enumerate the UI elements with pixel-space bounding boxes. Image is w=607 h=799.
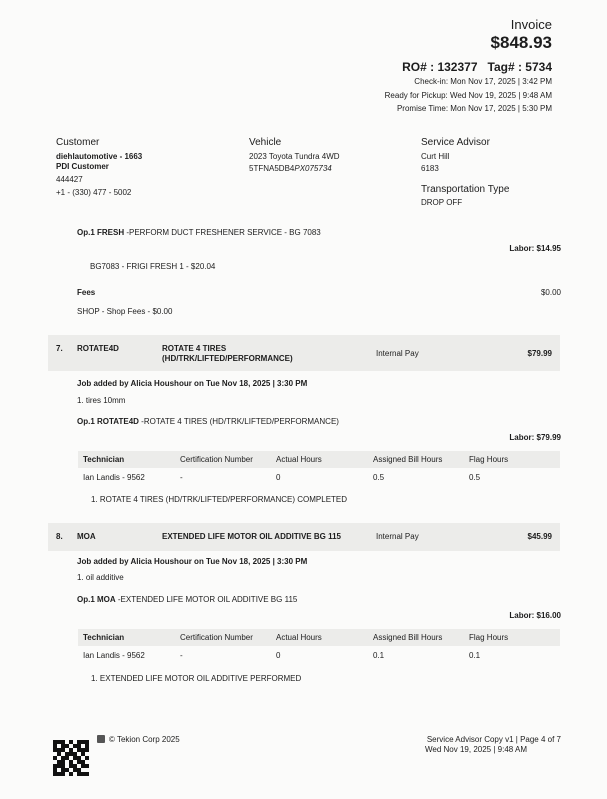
job-7-completion: 1. ROTATE 4 TIRES (HD/TRK/LIFTED/PERFORMANCE) COMPLETED [91,495,348,504]
ro-number: RO# : 132377 [402,60,478,74]
promise-time: Promise Time: Mon Nov 17, 2025 | 5:30 PM [396,104,552,113]
job-8-amount: $45.99 [527,532,552,541]
job-7-title-line1: ROTATE 4 TIRES [162,344,227,353]
job-7-flag-hours: 0.5 [469,473,481,482]
prev-op-desc: -PERFORM DUCT FRESHENER SERVICE - BG 7083 [124,228,321,237]
job-7-number: 7. [56,344,63,353]
job-7-title-line2: (HD/TRK/LIFTED/PERFORMANCE) [162,354,293,363]
job-8-code: MOA [77,532,96,541]
job-8-completion: 1. EXTENDED LIFE MOTOR OIL ADDITIVE PERFORMED [91,674,302,683]
prev-part-line: BG7083 - FRIGI FRESH 1 - $20.04 [90,262,216,271]
customer-name: diehlautomotive - 1663 [56,152,143,161]
customer-type: PDI Customer [56,162,109,171]
job-8-labor: Labor: $16.00 [509,611,561,620]
job-8-number: 8. [56,532,63,541]
job-8-col-assigned-hours: Assigned Bill Hours [373,633,443,642]
invoice-total: $848.93 [490,33,552,52]
job-7-col-technician: Technician [83,455,125,464]
job-8-pay-type: Internal Pay [376,532,419,541]
qr-code-icon [53,740,89,776]
job-7-added-by: Job added by Alicia Houshour on Tue Nov 18, 2025 | 3:30 PM [77,379,308,388]
job-8-col-flag-hours: Flag Hours [469,633,509,642]
prev-op-line [77,228,321,237]
ro-tag-line [300,60,552,74]
prev-op-code: Op.1 FRESH [77,228,125,237]
vin-prefix: 5TFNA5DB4 [249,164,295,173]
fee-line: SHOP - Shop Fees - $0.00 [77,307,173,316]
job-8-col-actual-hours: Actual Hours [276,633,322,642]
fees-label: Fees [77,288,96,297]
customer-heading: Customer [56,137,100,148]
job-7-tech-cert: - [180,473,183,482]
check-in-time: Check-in: Mon Nov 17, 2025 | 3:42 PM [414,77,552,86]
job-8-tech-name: Ian Landis - 9562 [83,651,145,660]
job-7-col-flag-hours: Flag Hours [469,455,509,464]
prev-labor: Labor: $14.95 [509,244,561,253]
vehicle-vin [249,164,332,173]
job-8-concern: 1. oil additive [77,573,124,582]
job-8-added-by: Job added by Alicia Houshour on Tue Nov 18, 2025 | 3:30 PM [77,557,308,566]
job-7-col-assigned-hours: Assigned Bill Hours [373,455,443,464]
footer-copyright: © Tekion Corp 2025 [109,735,180,744]
job-7-col-actual-hours: Actual Hours [276,455,322,464]
footer-printed-date: Wed Nov 19, 2025 | 9:48 AM [425,745,527,754]
job-8-title: EXTENDED LIFE MOTOR OIL ADDITIVE BG 115 [162,532,341,541]
job-7-amount: $79.99 [527,349,552,358]
job-7-pay-type: Internal Pay [376,349,419,358]
customer-number: 444427 [56,175,83,184]
job-7-op-line [77,417,339,426]
job-7-assigned-hours: 0.5 [373,473,385,482]
transportation-heading: Transportation Type [421,184,510,195]
job-8-op-desc: -EXTENDED LIFE MOTOR OIL ADDITIVE BG 115 [115,595,298,604]
customer-phone: +1 - (330) 477 - 5002 [56,188,132,197]
ready-for-pickup-time: Ready for Pickup: Wed Nov 19, 2025 | 9:48 AM [384,91,552,100]
job-7-tech-name: Ian Landis - 9562 [83,473,145,482]
job-7-op-desc: -ROTATE 4 TIRES (HD/TRK/LIFTED/PERFORMANCE) [138,417,339,426]
invoice-label: Invoice [510,17,552,32]
job-7-labor: Labor: $79.99 [509,433,561,442]
job-7-code: ROTATE4D [77,344,119,353]
job-8-tech-cert: - [180,651,183,660]
job-8-assigned-hours: 0.1 [373,651,385,660]
job-7-actual-hours: 0 [276,473,281,482]
job-7-op-code: Op.1 ROTATE4D [77,417,139,426]
service-advisor-heading: Service Advisor [421,137,490,148]
vehicle-heading: Vehicle [249,137,282,148]
job-8-flag-hours: 0.1 [469,651,481,660]
tekion-logo-icon [97,735,105,743]
job-7-col-certification: Certification Number [180,455,253,464]
vin-suffix: PX075734 [294,164,332,173]
transportation-value: DROP OFF [421,198,463,207]
tag-number: Tag# : 5734 [487,60,552,74]
job-8-op-code: Op.1 MOA [77,595,116,604]
job-8-col-certification: Certification Number [180,633,253,642]
job-7-concern: 1. tires 10mm [77,396,126,405]
service-advisor-name: Curt Hill [421,152,450,161]
job-8-op-line [77,595,297,604]
job-8-actual-hours: 0 [276,651,281,660]
job-8-col-technician: Technician [83,633,125,642]
fees-total: $0.00 [540,288,561,297]
service-advisor-number: 6183 [421,164,439,173]
vehicle-model: 2023 Toyota Tundra 4WD [249,152,340,161]
footer-page-info: Service Advisor Copy v1 | Page 4 of 7 [426,735,561,744]
